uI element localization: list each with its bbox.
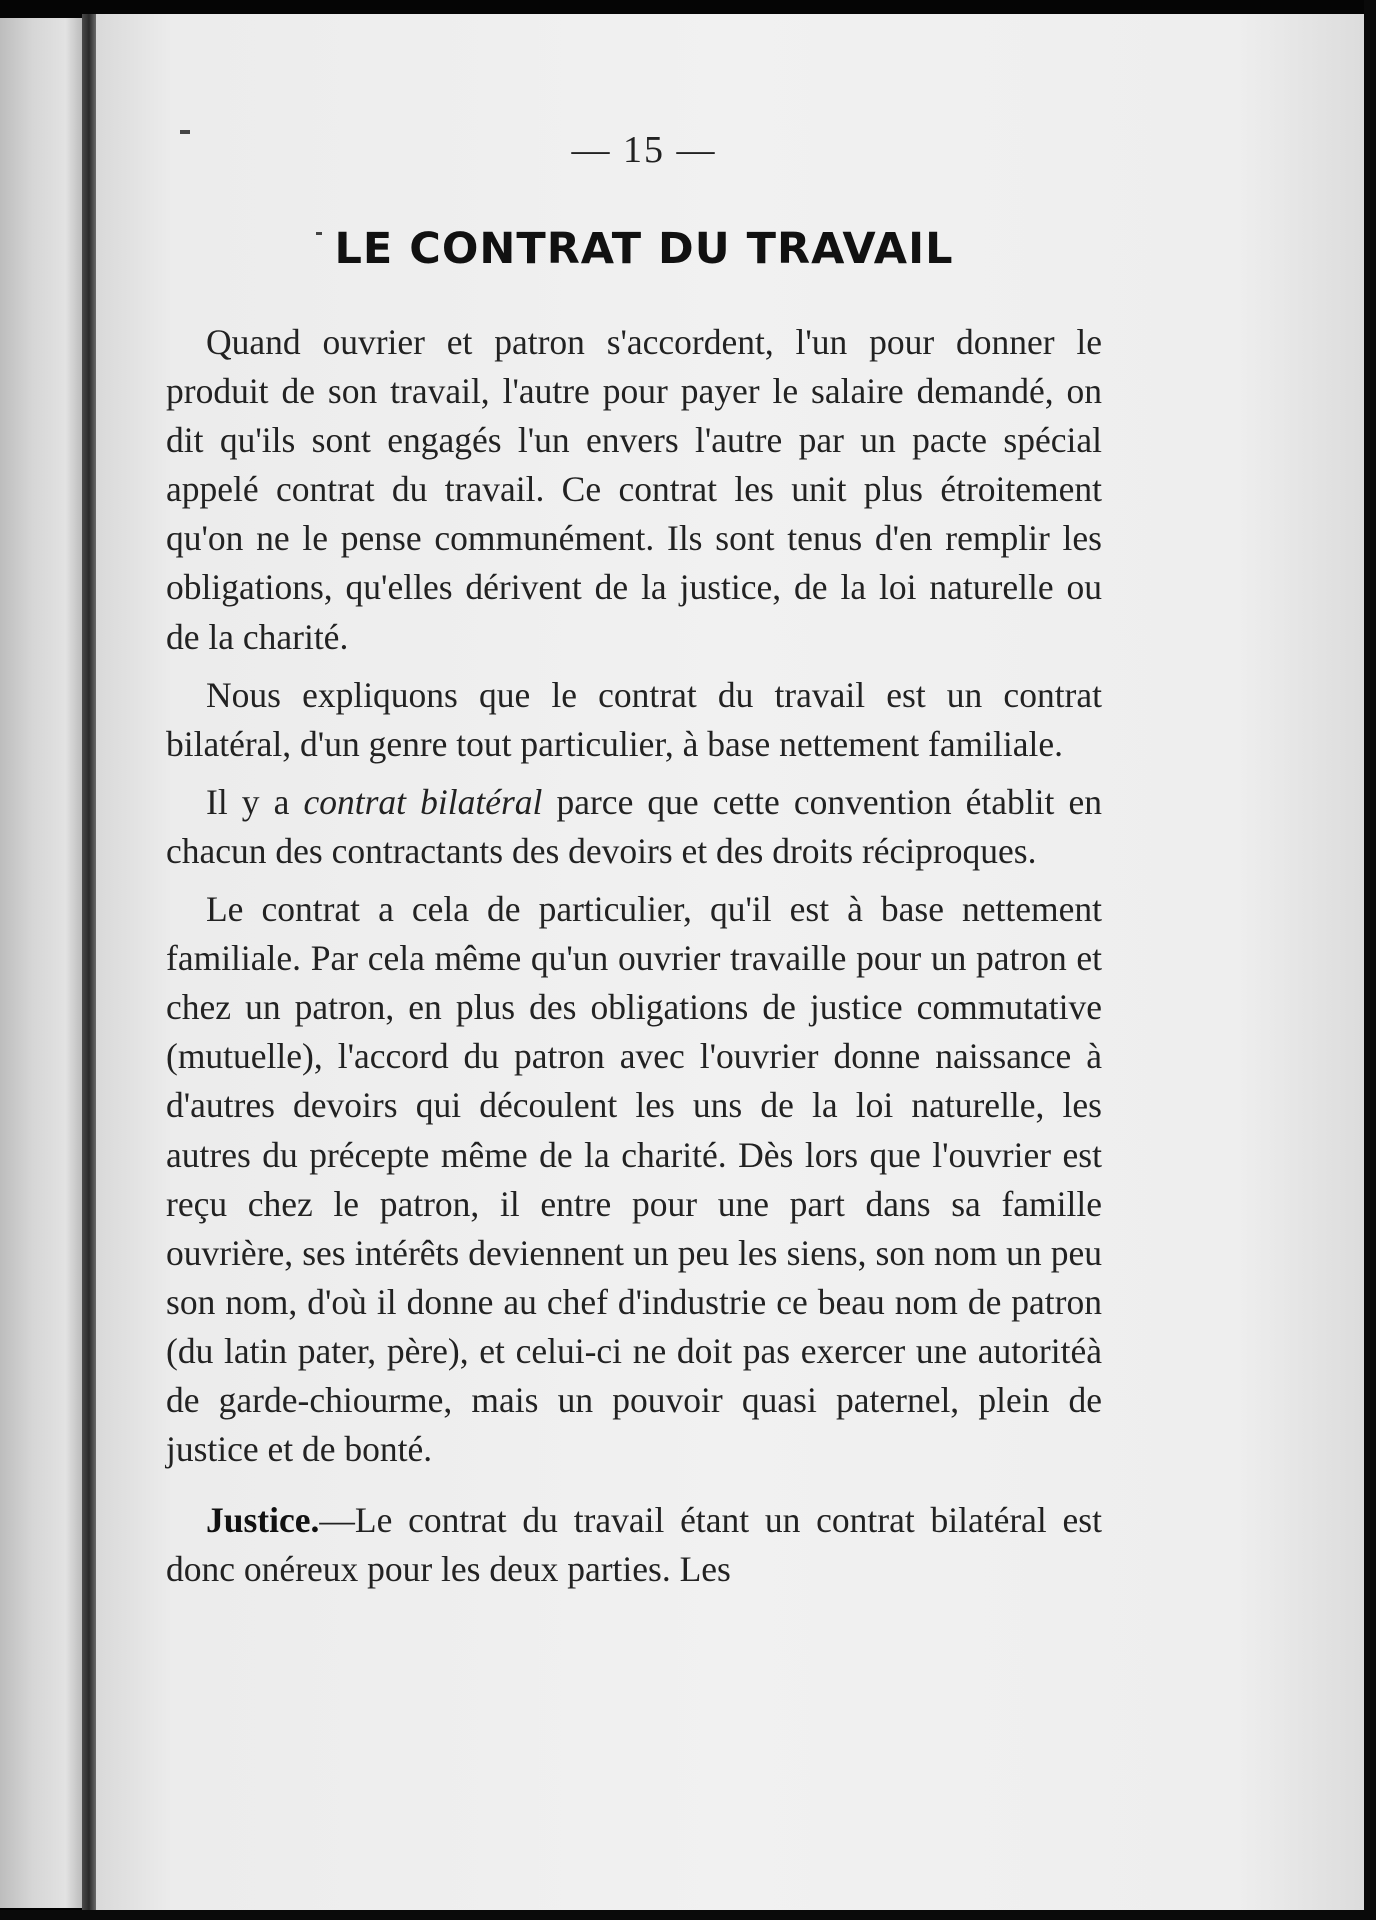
book-spine (82, 14, 96, 1910)
previous-page-edge (0, 18, 82, 1908)
scan-border-bottom (0, 1910, 1376, 1920)
emphasis-text: contrat bilatéral (303, 781, 543, 822)
paragraph: Quand ouvrier et patron s'accordent, l'un pour donner le produit de son travail, l'autre pour payer le salaire demandé, on dit qu'ils sont engagés l'un envers l'autre par un pacte spécial appelé contrat du travail. Ce contrat les unit plus étroitement qu'on ne le pense communément. Ils sont tenus d'en remplir les obligations, qu'elles dérivent de la justice, de la loi naturelle ou de la charité. (166, 322, 1102, 657)
paragraph: Le contrat a cela de particulier, qu'il est à base nettement familiale. Par cela même qu'un ouvrier travaille pour un patron et chez un patron, en plus des obligations de justice commutative (mutuelle), l'accord du patron avec l'ouvrier donne naissance à d'autres devoirs qui découlent les uns de la loi naturelle, les autres du précepte même de la charité. Dès lors que l'ouvrier est reçu chez le patron, il entre pour une part dans sa famille ouvrière, ses intérêts deviennent un peu les siens, son nom un peu son nom, d'où il donne au chef d'industrie ce beau nom de patron (du latin pater, père), et celui-ci ne doit pas exercer une autoritéà de garde-chiourme, mais un pouvoir quasi paternel, plein de justice et de bonté. (166, 889, 1102, 1470)
body-text (166, 318, 1102, 1594)
paragraph: Nous expliquons que le contrat du travail est un contrat bilatéral, d'un genre tout particulier, à base nettement familiale. (166, 674, 1102, 764)
section-heading: Justice. (206, 1500, 320, 1541)
page-number: — 15 — (571, 129, 717, 171)
paragraph: Justice.—Le contrat du travail étant un contrat bilatéral est donc onéreux pour les deux parties. Les (166, 1500, 1102, 1590)
paragraph: Il y a contrat bilatéral parce que cette convention établit en chacun des contractants des devoirs et des droits réciproques. (166, 781, 1102, 871)
chapter-title: LE CONTRAT DU TRAVAIL (334, 224, 954, 274)
scan-border-right (1364, 0, 1376, 1920)
